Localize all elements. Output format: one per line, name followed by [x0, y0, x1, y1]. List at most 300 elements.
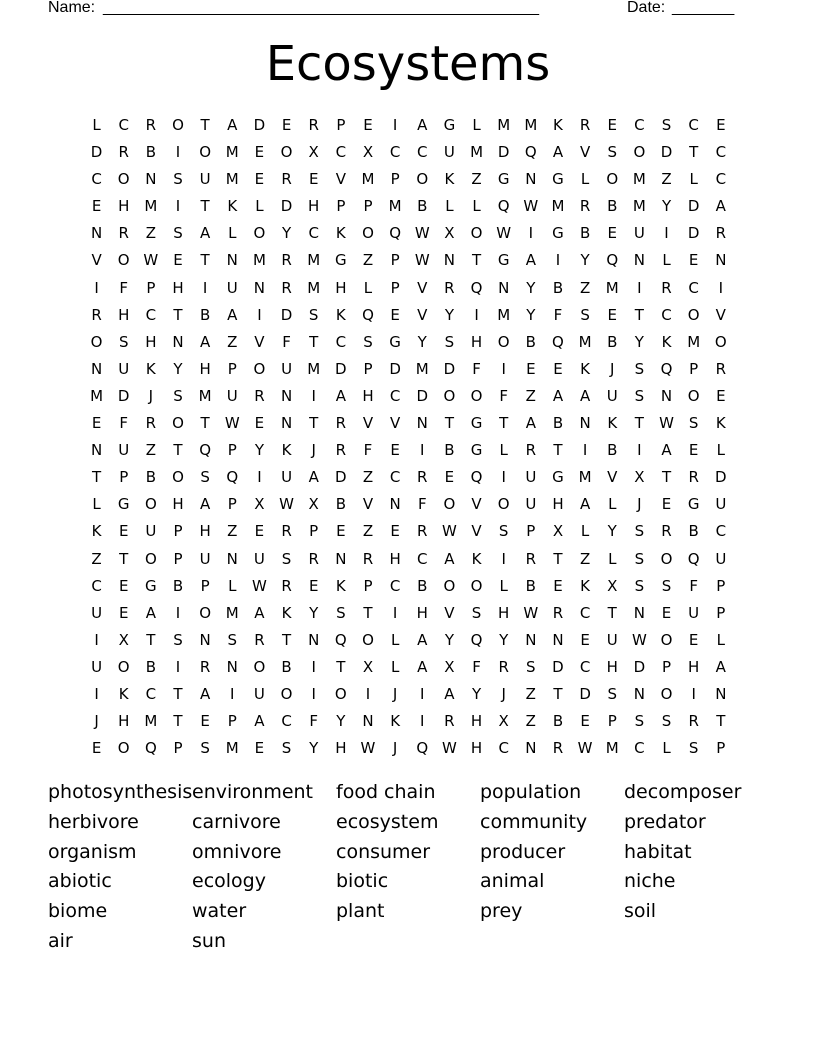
- grid-letter[interactable]: C: [661, 305, 672, 324]
- grid-letter[interactable]: H: [145, 332, 157, 351]
- grid-letter[interactable]: P: [390, 251, 400, 270]
- grid-letter[interactable]: D: [687, 224, 700, 243]
- grid-letter[interactable]: U: [199, 549, 211, 568]
- grid-letter[interactable]: X: [444, 657, 455, 676]
- grid-letter[interactable]: U: [199, 170, 211, 189]
- grid-letter[interactable]: E: [91, 414, 102, 433]
- grid-letter[interactable]: D: [253, 116, 266, 134]
- grid-letter[interactable]: Z: [525, 712, 536, 731]
- grid-letter[interactable]: R: [281, 278, 292, 297]
- grid-letter[interactable]: L: [390, 657, 400, 676]
- grid-letter[interactable]: Q: [362, 305, 374, 324]
- grid-letter[interactable]: N: [525, 170, 537, 189]
- grid-letter[interactable]: E: [254, 143, 265, 162]
- grid-letter[interactable]: H: [199, 522, 211, 541]
- grid-letter[interactable]: O: [253, 359, 266, 378]
- grid-letter[interactable]: M: [524, 116, 538, 134]
- grid-letter[interactable]: Q: [497, 197, 510, 216]
- grid-letter[interactable]: R: [417, 522, 428, 541]
- grid-letter[interactable]: P: [309, 522, 319, 541]
- grid-letter[interactable]: D: [389, 359, 401, 378]
- grid-letter[interactable]: S: [661, 576, 672, 595]
- grid-letter[interactable]: R: [281, 576, 292, 595]
- grid-letter[interactable]: I: [528, 224, 534, 243]
- grid-letter[interactable]: T: [200, 197, 210, 216]
- grid-letter[interactable]: K: [335, 305, 346, 324]
- grid-letter[interactable]: S: [444, 332, 455, 351]
- grid-letter[interactable]: H: [688, 657, 700, 676]
- grid-letter[interactable]: N: [172, 332, 184, 351]
- grid-letter[interactable]: N: [633, 603, 645, 622]
- grid-letter[interactable]: F: [472, 359, 481, 378]
- grid-letter[interactable]: H: [362, 386, 374, 405]
- grid-letter[interactable]: C: [715, 170, 727, 189]
- grid-letter[interactable]: T: [173, 712, 183, 731]
- name-field[interactable]: _________________________________________________: [103, 0, 540, 16]
- grid-letter[interactable]: R: [552, 739, 564, 758]
- grid-letter[interactable]: V: [254, 332, 265, 351]
- grid-letter[interactable]: V: [362, 414, 374, 433]
- grid-letter[interactable]: W: [441, 522, 457, 541]
- grid-letter[interactable]: A: [579, 386, 591, 405]
- grid-letter[interactable]: B: [335, 495, 346, 514]
- grid-letter[interactable]: D: [633, 657, 646, 676]
- grid-letter[interactable]: Z: [579, 278, 591, 297]
- grid-letter[interactable]: A: [417, 657, 428, 676]
- grid-letter[interactable]: V: [715, 305, 726, 324]
- grid-letter[interactable]: O: [199, 603, 212, 622]
- grid-letter[interactable]: P: [689, 359, 699, 378]
- grid-letter[interactable]: N: [416, 414, 428, 433]
- grid-letter[interactable]: G: [470, 441, 483, 460]
- grid-letter[interactable]: Q: [687, 549, 700, 568]
- grid-letter[interactable]: O: [334, 684, 347, 703]
- grid-letter[interactable]: N: [145, 170, 157, 189]
- grid-letter[interactable]: B: [525, 576, 536, 595]
- grid-letter[interactable]: U: [226, 386, 238, 405]
- grid-letter[interactable]: Y: [309, 603, 319, 622]
- grid-letter[interactable]: S: [281, 739, 292, 758]
- grid-letter[interactable]: E: [336, 522, 346, 541]
- grid-letter[interactable]: A: [444, 549, 455, 568]
- grid-letter[interactable]: P: [363, 197, 373, 216]
- grid-letter[interactable]: B: [552, 712, 564, 731]
- grid-letter[interactable]: N: [633, 251, 645, 270]
- grid-letter[interactable]: B: [525, 332, 536, 351]
- grid-letter[interactable]: S: [336, 603, 346, 622]
- grid-letter[interactable]: C: [688, 116, 699, 134]
- date-field[interactable]: _______: [672, 0, 735, 16]
- grid-letter[interactable]: P: [227, 359, 237, 378]
- grid-letter[interactable]: E: [526, 359, 536, 378]
- grid-letter[interactable]: S: [634, 359, 645, 378]
- grid-letter[interactable]: O: [687, 386, 700, 405]
- grid-letter[interactable]: H: [606, 657, 618, 676]
- grid-letter[interactable]: S: [634, 576, 645, 595]
- grid-letter[interactable]: R: [91, 305, 102, 324]
- grid-letter[interactable]: X: [308, 495, 319, 514]
- grid-letter[interactable]: H: [552, 495, 564, 514]
- grid-letter[interactable]: G: [335, 251, 347, 270]
- grid-letter[interactable]: A: [308, 468, 319, 487]
- grid-letter[interactable]: M: [225, 603, 239, 622]
- grid-letter[interactable]: C: [634, 739, 645, 758]
- grid-letter[interactable]: M: [90, 386, 104, 405]
- grid-letter[interactable]: P: [390, 278, 400, 297]
- grid-letter[interactable]: M: [497, 305, 511, 324]
- grid-letter[interactable]: N: [199, 630, 211, 649]
- grid-letter[interactable]: P: [363, 576, 373, 595]
- grid-letter[interactable]: Y: [444, 305, 454, 324]
- grid-letter[interactable]: V: [471, 495, 482, 514]
- grid-letter[interactable]: S: [634, 549, 645, 568]
- grid-letter[interactable]: C: [91, 576, 102, 595]
- grid-letter[interactable]: Y: [309, 739, 319, 758]
- grid-letter[interactable]: I: [501, 549, 506, 568]
- grid-letter[interactable]: A: [661, 441, 672, 460]
- grid-letter[interactable]: K: [118, 684, 129, 703]
- grid-letter[interactable]: T: [281, 630, 292, 649]
- grid-letter[interactable]: O: [416, 170, 429, 189]
- grid-letter[interactable]: I: [257, 468, 262, 487]
- grid-letter[interactable]: G: [552, 224, 564, 243]
- grid-letter[interactable]: J: [501, 684, 506, 703]
- grid-letter[interactable]: U: [715, 549, 727, 568]
- grid-letter[interactable]: C: [389, 386, 401, 405]
- grid-letter[interactable]: X: [444, 224, 455, 243]
- grid-letter[interactable]: R: [362, 549, 374, 568]
- grid-letter[interactable]: R: [308, 549, 319, 568]
- grid-letter[interactable]: C: [335, 332, 347, 351]
- grid-letter[interactable]: U: [633, 224, 645, 243]
- grid-letter[interactable]: B: [552, 278, 564, 297]
- grid-letter[interactable]: O: [172, 414, 184, 433]
- grid-letter[interactable]: J: [94, 712, 99, 731]
- grid-letter[interactable]: I: [718, 278, 724, 297]
- grid-letter[interactable]: R: [579, 116, 591, 134]
- grid-letter[interactable]: J: [392, 684, 398, 703]
- grid-letter[interactable]: R: [444, 278, 455, 297]
- grid-letter[interactable]: B: [607, 332, 618, 351]
- grid-letter[interactable]: R: [661, 522, 672, 541]
- grid-letter[interactable]: E: [91, 197, 102, 216]
- grid-letter[interactable]: N: [660, 386, 673, 405]
- grid-letter[interactable]: I: [175, 143, 181, 162]
- grid-letter[interactable]: E: [444, 468, 455, 487]
- grid-letter[interactable]: H: [118, 712, 130, 731]
- grid-letter[interactable]: Y: [661, 197, 672, 216]
- grid-letter[interactable]: S: [363, 332, 373, 351]
- grid-letter[interactable]: A: [200, 684, 211, 703]
- grid-letter[interactable]: C: [145, 305, 157, 324]
- grid-letter[interactable]: C: [417, 549, 428, 568]
- grid-letter[interactable]: S: [661, 116, 672, 134]
- grid-letter[interactable]: H: [470, 712, 483, 731]
- grid-letter[interactable]: L: [608, 549, 617, 568]
- grid-letter[interactable]: M: [388, 197, 402, 216]
- grid-letter[interactable]: L: [363, 278, 373, 297]
- grid-letter[interactable]: D: [416, 386, 429, 405]
- grid-letter[interactable]: A: [227, 305, 238, 324]
- grid-letter[interactable]: Z: [91, 549, 102, 568]
- grid-letter[interactable]: E: [173, 251, 183, 270]
- grid-letter[interactable]: M: [415, 359, 429, 378]
- grid-letter[interactable]: E: [363, 116, 373, 134]
- grid-letter[interactable]: H: [172, 278, 184, 297]
- grid-letter[interactable]: P: [336, 116, 346, 134]
- grid-letter[interactable]: T: [607, 603, 617, 622]
- grid-letter[interactable]: R: [525, 549, 537, 568]
- grid-letter[interactable]: C: [118, 116, 129, 134]
- grid-letter[interactable]: T: [553, 441, 563, 460]
- grid-letter[interactable]: E: [390, 305, 400, 324]
- grid-letter[interactable]: E: [390, 441, 400, 460]
- grid-letter[interactable]: K: [444, 170, 455, 189]
- grid-letter[interactable]: P: [227, 712, 237, 731]
- grid-letter[interactable]: O: [117, 657, 130, 676]
- grid-letter[interactable]: D: [335, 359, 347, 378]
- grid-letter[interactable]: R: [688, 712, 699, 731]
- grid-letter[interactable]: M: [225, 739, 239, 758]
- grid-letter[interactable]: K: [145, 359, 156, 378]
- grid-letter[interactable]: T: [309, 332, 319, 351]
- grid-letter[interactable]: F: [417, 495, 427, 514]
- grid-letter[interactable]: O: [443, 495, 456, 514]
- grid-letter[interactable]: C: [417, 143, 428, 162]
- grid-letter[interactable]: S: [688, 739, 699, 758]
- grid-letter[interactable]: Z: [362, 522, 374, 541]
- grid-letter[interactable]: O: [172, 116, 184, 134]
- grid-letter[interactable]: T: [200, 414, 210, 433]
- grid-letter[interactable]: Y: [336, 712, 346, 731]
- grid-letter[interactable]: N: [525, 739, 537, 758]
- grid-letter[interactable]: N: [226, 549, 238, 568]
- grid-letter[interactable]: A: [444, 684, 455, 703]
- grid-letter[interactable]: T: [634, 414, 644, 433]
- grid-letter[interactable]: J: [311, 441, 316, 460]
- grid-letter[interactable]: M: [307, 359, 321, 378]
- grid-letter[interactable]: S: [471, 603, 482, 622]
- grid-letter[interactable]: B: [172, 576, 184, 595]
- grid-letter[interactable]: W: [251, 576, 267, 595]
- grid-letter[interactable]: N: [443, 251, 456, 270]
- grid-letter[interactable]: R: [498, 657, 509, 676]
- grid-letter[interactable]: E: [254, 170, 265, 189]
- grid-letter[interactable]: E: [118, 522, 129, 541]
- grid-letter[interactable]: M: [632, 170, 646, 189]
- grid-letter[interactable]: L: [255, 197, 264, 216]
- grid-letter[interactable]: K: [227, 197, 238, 216]
- grid-letter[interactable]: U: [91, 657, 103, 676]
- grid-letter[interactable]: E: [308, 576, 319, 595]
- grid-letter[interactable]: J: [148, 386, 154, 405]
- grid-letter[interactable]: R: [335, 441, 347, 460]
- grid-letter[interactable]: S: [281, 549, 292, 568]
- grid-letter[interactable]: S: [661, 712, 672, 731]
- grid-letter[interactable]: O: [253, 657, 266, 676]
- grid-letter[interactable]: G: [552, 170, 564, 189]
- grid-letter[interactable]: F: [689, 576, 698, 595]
- grid-letter[interactable]: T: [363, 603, 373, 622]
- grid-letter[interactable]: Z: [471, 170, 482, 189]
- grid-letter[interactable]: L: [662, 251, 671, 270]
- grid-letter[interactable]: Y: [281, 224, 292, 243]
- grid-letter[interactable]: B: [145, 657, 156, 676]
- grid-letter[interactable]: D: [497, 143, 510, 162]
- grid-letter[interactable]: O: [199, 143, 212, 162]
- grid-letter[interactable]: O: [280, 143, 293, 162]
- grid-letter[interactable]: A: [525, 251, 536, 270]
- grid-letter[interactable]: W: [577, 739, 593, 758]
- grid-letter[interactable]: L: [608, 495, 617, 514]
- grid-letter[interactable]: Q: [470, 468, 483, 487]
- grid-letter[interactable]: H: [172, 495, 184, 514]
- grid-letter[interactable]: M: [225, 143, 239, 162]
- grid-letter[interactable]: P: [227, 495, 237, 514]
- grid-letter[interactable]: I: [94, 684, 99, 703]
- grid-letter[interactable]: E: [118, 603, 129, 622]
- grid-letter[interactable]: Y: [173, 359, 183, 378]
- grid-letter[interactable]: S: [227, 630, 238, 649]
- grid-letter[interactable]: L: [228, 576, 237, 595]
- grid-letter[interactable]: S: [498, 522, 509, 541]
- grid-letter[interactable]: R: [145, 116, 157, 134]
- grid-letter[interactable]: N: [226, 251, 238, 270]
- grid-letter[interactable]: X: [254, 495, 265, 514]
- grid-letter[interactable]: F: [499, 386, 508, 405]
- grid-letter[interactable]: R: [118, 143, 129, 162]
- grid-letter[interactable]: P: [119, 468, 129, 487]
- grid-letter[interactable]: A: [417, 630, 428, 649]
- grid-letter[interactable]: H: [335, 278, 347, 297]
- grid-letter[interactable]: M: [551, 197, 565, 216]
- grid-letter[interactable]: A: [254, 603, 265, 622]
- grid-letter[interactable]: V: [362, 495, 374, 514]
- grid-letter[interactable]: R: [118, 224, 129, 243]
- grid-letter[interactable]: P: [526, 522, 536, 541]
- grid-letter[interactable]: F: [309, 712, 319, 731]
- grid-letter[interactable]: C: [145, 684, 157, 703]
- grid-letter[interactable]: H: [498, 603, 510, 622]
- grid-letter[interactable]: L: [499, 441, 508, 460]
- grid-letter[interactable]: Z: [362, 468, 374, 487]
- grid-letter[interactable]: E: [607, 224, 617, 243]
- grid-letter[interactable]: L: [445, 197, 454, 216]
- grid-letter[interactable]: O: [117, 170, 130, 189]
- grid-letter[interactable]: I: [420, 441, 425, 460]
- grid-letter[interactable]: Q: [416, 739, 429, 758]
- grid-letter[interactable]: P: [662, 657, 672, 676]
- grid-letter[interactable]: I: [501, 468, 506, 487]
- grid-letter[interactable]: Q: [144, 739, 157, 758]
- grid-letter[interactable]: O: [660, 549, 673, 568]
- grid-letter[interactable]: N: [90, 224, 103, 243]
- grid-letter[interactable]: V: [444, 603, 455, 622]
- grid-letter[interactable]: I: [474, 305, 479, 324]
- grid-letter[interactable]: R: [145, 414, 157, 433]
- grid-letter[interactable]: G: [117, 495, 130, 514]
- grid-letter[interactable]: M: [144, 197, 158, 216]
- grid-letter[interactable]: P: [173, 549, 183, 568]
- grid-letter[interactable]: Y: [417, 332, 427, 351]
- grid-letter[interactable]: E: [118, 576, 129, 595]
- grid-letter[interactable]: T: [173, 305, 183, 324]
- grid-letter[interactable]: U: [253, 549, 265, 568]
- grid-letter[interactable]: W: [523, 197, 539, 216]
- grid-letter[interactable]: E: [553, 576, 563, 595]
- grid-letter[interactable]: D: [280, 197, 293, 216]
- grid-letter[interactable]: V: [91, 251, 102, 270]
- grid-letter[interactable]: U: [145, 522, 157, 541]
- grid-letter[interactable]: E: [200, 712, 210, 731]
- grid-letter[interactable]: I: [175, 603, 181, 622]
- grid-letter[interactable]: U: [443, 143, 455, 162]
- grid-letter[interactable]: X: [498, 712, 509, 731]
- grid-letter[interactable]: F: [472, 657, 481, 676]
- grid-letter[interactable]: P: [200, 576, 210, 595]
- grid-letter[interactable]: N: [552, 630, 564, 649]
- grid-letter[interactable]: X: [362, 657, 374, 676]
- grid-letter[interactable]: G: [687, 495, 700, 514]
- grid-letter[interactable]: O: [714, 332, 727, 351]
- grid-letter[interactable]: M: [361, 170, 375, 189]
- grid-letter[interactable]: J: [637, 495, 642, 514]
- grid-letter[interactable]: P: [716, 739, 726, 758]
- grid-letter[interactable]: R: [281, 170, 292, 189]
- grid-letter[interactable]: N: [362, 712, 374, 731]
- grid-letter[interactable]: R: [715, 224, 727, 243]
- grid-letter[interactable]: R: [579, 197, 591, 216]
- grid-letter[interactable]: L: [472, 197, 481, 216]
- grid-letter[interactable]: O: [497, 332, 510, 351]
- grid-letter[interactable]: M: [144, 712, 158, 731]
- grid-letter[interactable]: T: [661, 468, 672, 487]
- grid-letter[interactable]: U: [281, 468, 293, 487]
- grid-letter[interactable]: B: [281, 657, 292, 676]
- grid-letter[interactable]: V: [579, 143, 591, 162]
- grid-letter[interactable]: K: [335, 576, 346, 595]
- grid-letter[interactable]: G: [497, 170, 510, 189]
- grid-letter[interactable]: A: [715, 197, 726, 216]
- grid-letter[interactable]: H: [335, 739, 347, 758]
- grid-letter[interactable]: M: [225, 170, 239, 189]
- grid-letter[interactable]: A: [552, 143, 564, 162]
- grid-letter[interactable]: S: [173, 630, 183, 649]
- grid-letter[interactable]: N: [226, 657, 238, 676]
- grid-letter[interactable]: I: [637, 441, 642, 460]
- grid-letter[interactable]: O: [362, 224, 374, 243]
- grid-letter[interactable]: D: [280, 305, 293, 324]
- grid-letter[interactable]: F: [119, 414, 129, 433]
- grid-letter[interactable]: P: [146, 278, 156, 297]
- grid-letter[interactable]: R: [335, 414, 347, 433]
- grid-letter[interactable]: B: [417, 576, 428, 595]
- grid-letter[interactable]: M: [578, 332, 592, 351]
- grid-letter[interactable]: T: [689, 143, 699, 162]
- grid-letter[interactable]: U: [525, 468, 537, 487]
- grid-letter[interactable]: Y: [526, 278, 536, 297]
- grid-letter[interactable]: E: [254, 414, 265, 433]
- grid-letter[interactable]: M: [605, 278, 619, 297]
- grid-letter[interactable]: K: [390, 712, 401, 731]
- grid-letter[interactable]: W: [631, 630, 647, 649]
- grid-letter[interactable]: E: [688, 251, 699, 270]
- grid-letter[interactable]: D: [715, 468, 727, 487]
- grid-letter[interactable]: P: [173, 522, 183, 541]
- grid-letter[interactable]: B: [199, 305, 211, 324]
- grid-letter[interactable]: K: [553, 116, 563, 134]
- grid-letter[interactable]: N: [308, 630, 320, 649]
